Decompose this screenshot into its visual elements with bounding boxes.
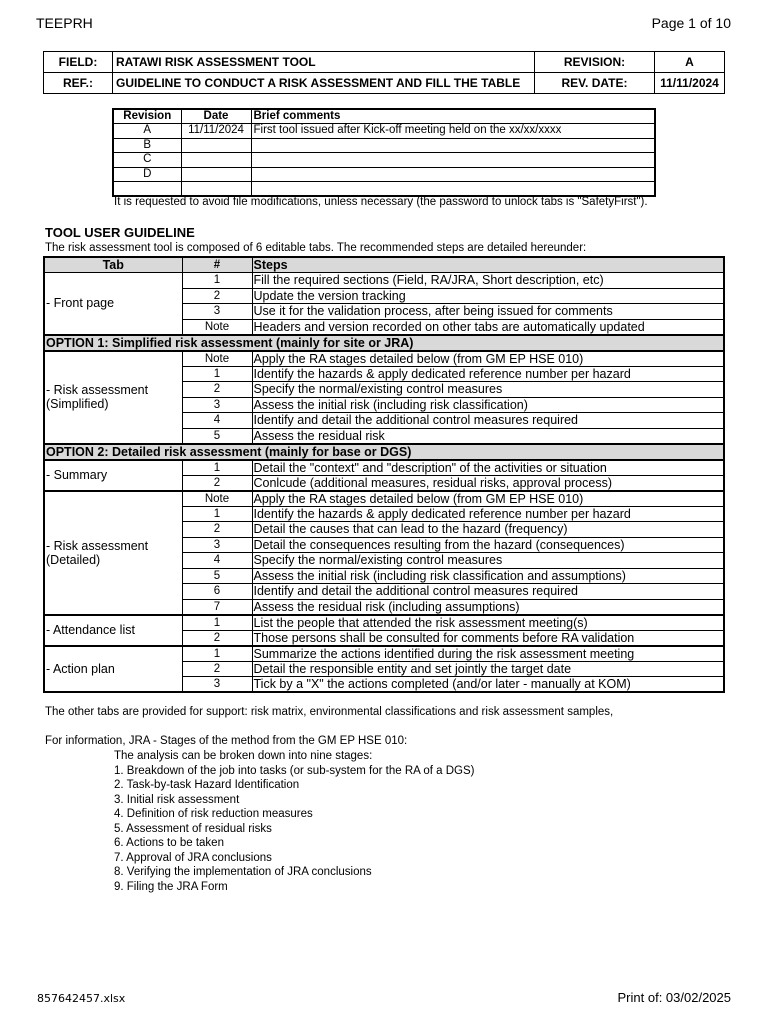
info-heading: For information, JRA - Stages of the method from the GM EP HSE 010: — [45, 735, 408, 747]
step-number: 1 — [182, 273, 252, 289]
table-row — [44, 646, 724, 662]
list-item: 4. Definition of risk reduction measures — [114, 808, 313, 820]
step-number: 2 — [182, 661, 252, 677]
comment-cell — [251, 167, 655, 182]
list-item: 1. Breakdown of the job into tasks (or sub-system for the RA of a DGS) — [114, 764, 475, 777]
step-text: Conlcude (additional measures, residual risks, approval process) — [252, 475, 724, 491]
step-text: Assess the initial risk (including risk classification) — [252, 397, 724, 413]
document-info-table — [43, 51, 725, 94]
revision-cell — [113, 182, 181, 197]
ref-label: REF.: — [44, 73, 113, 94]
date-cell — [181, 138, 251, 153]
step-number: 3 — [182, 677, 252, 693]
other-tabs-text: The other tabs are provided for support: risk matrix, environmental classifications and risk assessment samples, — [45, 706, 614, 718]
step-text: List the people that attended the risk assessment meeting(s) — [252, 615, 724, 631]
step-text: Headers and version recorded on other tabs are automatically updated — [252, 319, 724, 335]
step-number: 5 — [182, 568, 252, 584]
footer-print-date: Print of: 03/02/2025 — [617, 990, 731, 1005]
step-text: Assess the initial risk (including risk classification and assumptions) — [252, 568, 724, 584]
tab-risk-assessment-detailed — [44, 491, 182, 615]
number-col-header: # — [182, 257, 252, 273]
revision-header-row — [113, 109, 655, 124]
info-row-ref — [44, 73, 725, 94]
option-2-heading: OPTION 2: Detailed risk assessment (mainly for base or DGS) — [44, 444, 724, 460]
list-item: 3. Initial risk assessment — [114, 793, 240, 806]
step-text: Tick by a "X" the actions completed (and/or later - manually at KOM) — [252, 677, 724, 693]
list-item: 8. Verifying the implementation of JRA conclusions — [114, 866, 372, 878]
field-label: FIELD: — [44, 52, 113, 73]
date-cell — [181, 153, 251, 168]
tab-front-page: - Front page — [44, 273, 182, 335]
option-row — [44, 444, 724, 460]
date-cell — [181, 167, 251, 182]
step-number: 7 — [182, 599, 252, 615]
list-item: 9. Filing the JRA Form — [114, 880, 228, 893]
step-number: 2 — [182, 630, 252, 646]
step-number: Note — [182, 491, 252, 507]
info-row-field — [44, 52, 725, 73]
steps-table — [43, 256, 725, 693]
header-code: TEEPRH — [36, 15, 93, 31]
revision-row — [113, 167, 655, 182]
table-row — [44, 351, 724, 367]
revision-cell: D — [113, 167, 181, 182]
steps-col-header: Steps — [252, 257, 724, 273]
step-text: Use it for the validation process, after being issued for comments — [252, 304, 724, 320]
table-row — [44, 460, 724, 476]
tab-label-line: - Risk assessment — [46, 538, 149, 553]
revision-row — [113, 138, 655, 153]
comment-cell: First tool issued after Kick-off meeting held on the xx/xx/xxxx — [251, 124, 655, 139]
revision-row — [113, 124, 655, 139]
section-title: TOOL USER GUIDELINE — [45, 225, 195, 240]
step-text: Specify the normal/existing control measures — [252, 553, 724, 569]
tab-summary: - Summary — [44, 460, 182, 491]
tab-action-plan: - Action plan — [44, 646, 182, 693]
revision-row — [113, 153, 655, 168]
date-cell: 11/11/2024 — [181, 124, 251, 139]
stages-list — [114, 749, 475, 894]
step-text: Apply the RA stages detailed below (from GM EP HSE 010) — [252, 351, 724, 367]
step-number: 3 — [182, 537, 252, 553]
comment-cell — [251, 153, 655, 168]
step-text: Identify the hazards & apply dedicated reference number per hazard — [252, 366, 724, 382]
revision-table — [112, 108, 656, 197]
revision-value: A — [655, 52, 725, 73]
steps-header-row — [44, 257, 724, 273]
step-text: Detail the responsible entity and set jointly the target date — [252, 661, 724, 677]
step-text: Detail the "context" and "description" of the activities or situation — [252, 460, 724, 476]
option-1-heading: OPTION 1: Simplified risk assessment (mainly for site or JRA) — [44, 335, 724, 351]
step-number: 4 — [182, 553, 252, 569]
list-item: 6. Actions to be taken — [114, 837, 224, 849]
step-number: 2 — [182, 475, 252, 491]
password-note: It is requested to avoid file modifications, unless necessary (the password to unlock tabs is "SafetyFirst"). — [114, 196, 648, 208]
table-row — [44, 615, 724, 631]
section-intro: The risk assessment tool is composed of 6 editable tabs. The recommended steps are detailed hereunder: — [45, 242, 587, 254]
step-text: Assess the residual risk — [252, 428, 724, 444]
step-number: 1 — [182, 646, 252, 662]
ref-value: GUIDELINE TO CONDUCT A RISK ASSESSMENT AND FILL THE TABLE — [113, 73, 535, 94]
field-value: RATAWI RISK ASSESSMENT TOOL — [113, 52, 535, 73]
tab-label-line: - Risk assessment — [46, 383, 149, 397]
step-number: 5 — [182, 428, 252, 444]
rev-date-value: 11/11/2024 — [655, 73, 725, 94]
table-row — [44, 273, 724, 289]
step-text: Assess the residual risk (including assumptions) — [252, 599, 724, 615]
footer-filename: 857642457.xlsx — [37, 992, 126, 1005]
table-row — [44, 491, 724, 507]
comment-cell — [251, 138, 655, 153]
date-col-header: Date — [181, 109, 251, 124]
revision-cell: B — [113, 138, 181, 153]
step-number: 2 — [182, 288, 252, 304]
step-text: Detail the consequences resulting from the hazard (consequences) — [252, 537, 724, 553]
date-cell — [181, 182, 251, 197]
step-number: 4 — [182, 413, 252, 429]
step-text: Identify the hazards & apply dedicated reference number per hazard — [252, 506, 724, 522]
revision-cell: C — [113, 153, 181, 168]
list-item: The analysis can be broken down into nine stages: — [114, 750, 373, 762]
page-number: Page 1 of 10 — [651, 15, 731, 31]
tab-label-line: (Detailed) — [46, 552, 101, 567]
revision-col-header: Revision — [113, 109, 181, 124]
step-number: 6 — [182, 584, 252, 600]
option-row — [44, 335, 724, 351]
tab-risk-assessment-simplified — [44, 351, 182, 444]
tab-attendance-list: - Attendance list — [44, 615, 182, 646]
step-number: 1 — [182, 460, 252, 476]
step-text: Identify and detail the additional control measures required — [252, 413, 724, 429]
step-text: Specify the normal/existing control measures — [252, 382, 724, 398]
step-text: Fill the required sections (Field, RA/JRA, Short description, etc) — [252, 273, 724, 289]
list-item: 7. Approval of JRA conclusions — [114, 851, 272, 864]
step-number: Note — [182, 319, 252, 335]
step-number: 2 — [182, 382, 252, 398]
tab-col-header: Tab — [44, 257, 182, 273]
step-number: 3 — [182, 397, 252, 413]
step-text: Detail the causes that can lead to the hazard (frequency) — [252, 522, 724, 538]
step-number: 3 — [182, 304, 252, 320]
step-number: 1 — [182, 615, 252, 631]
step-number: 2 — [182, 522, 252, 538]
rev-date-label: REV. DATE: — [535, 73, 655, 94]
tab-label-line: (Simplified) — [46, 397, 109, 411]
revision-cell: A — [113, 124, 181, 139]
revision-label: REVISION: — [535, 52, 655, 73]
comments-col-header: Brief comments — [251, 109, 655, 124]
comment-cell — [251, 182, 655, 197]
step-text: Update the version tracking — [252, 288, 724, 304]
step-number: Note — [182, 351, 252, 367]
step-number: 1 — [182, 506, 252, 522]
list-item: 2. Task-by-task Hazard Identification — [114, 779, 300, 791]
step-number: 1 — [182, 366, 252, 382]
step-text: Apply the RA stages detailed below (from GM EP HSE 010) — [252, 491, 724, 507]
list-item: 5. Assessment of residual risks — [114, 822, 272, 835]
step-text: Summarize the actions identified during the risk assessment meeting — [252, 646, 724, 662]
revision-row — [113, 182, 655, 197]
step-text: Those persons shall be consulted for comments before RA validation — [252, 630, 724, 646]
step-text: Identify and detail the additional control measures required — [252, 584, 724, 600]
